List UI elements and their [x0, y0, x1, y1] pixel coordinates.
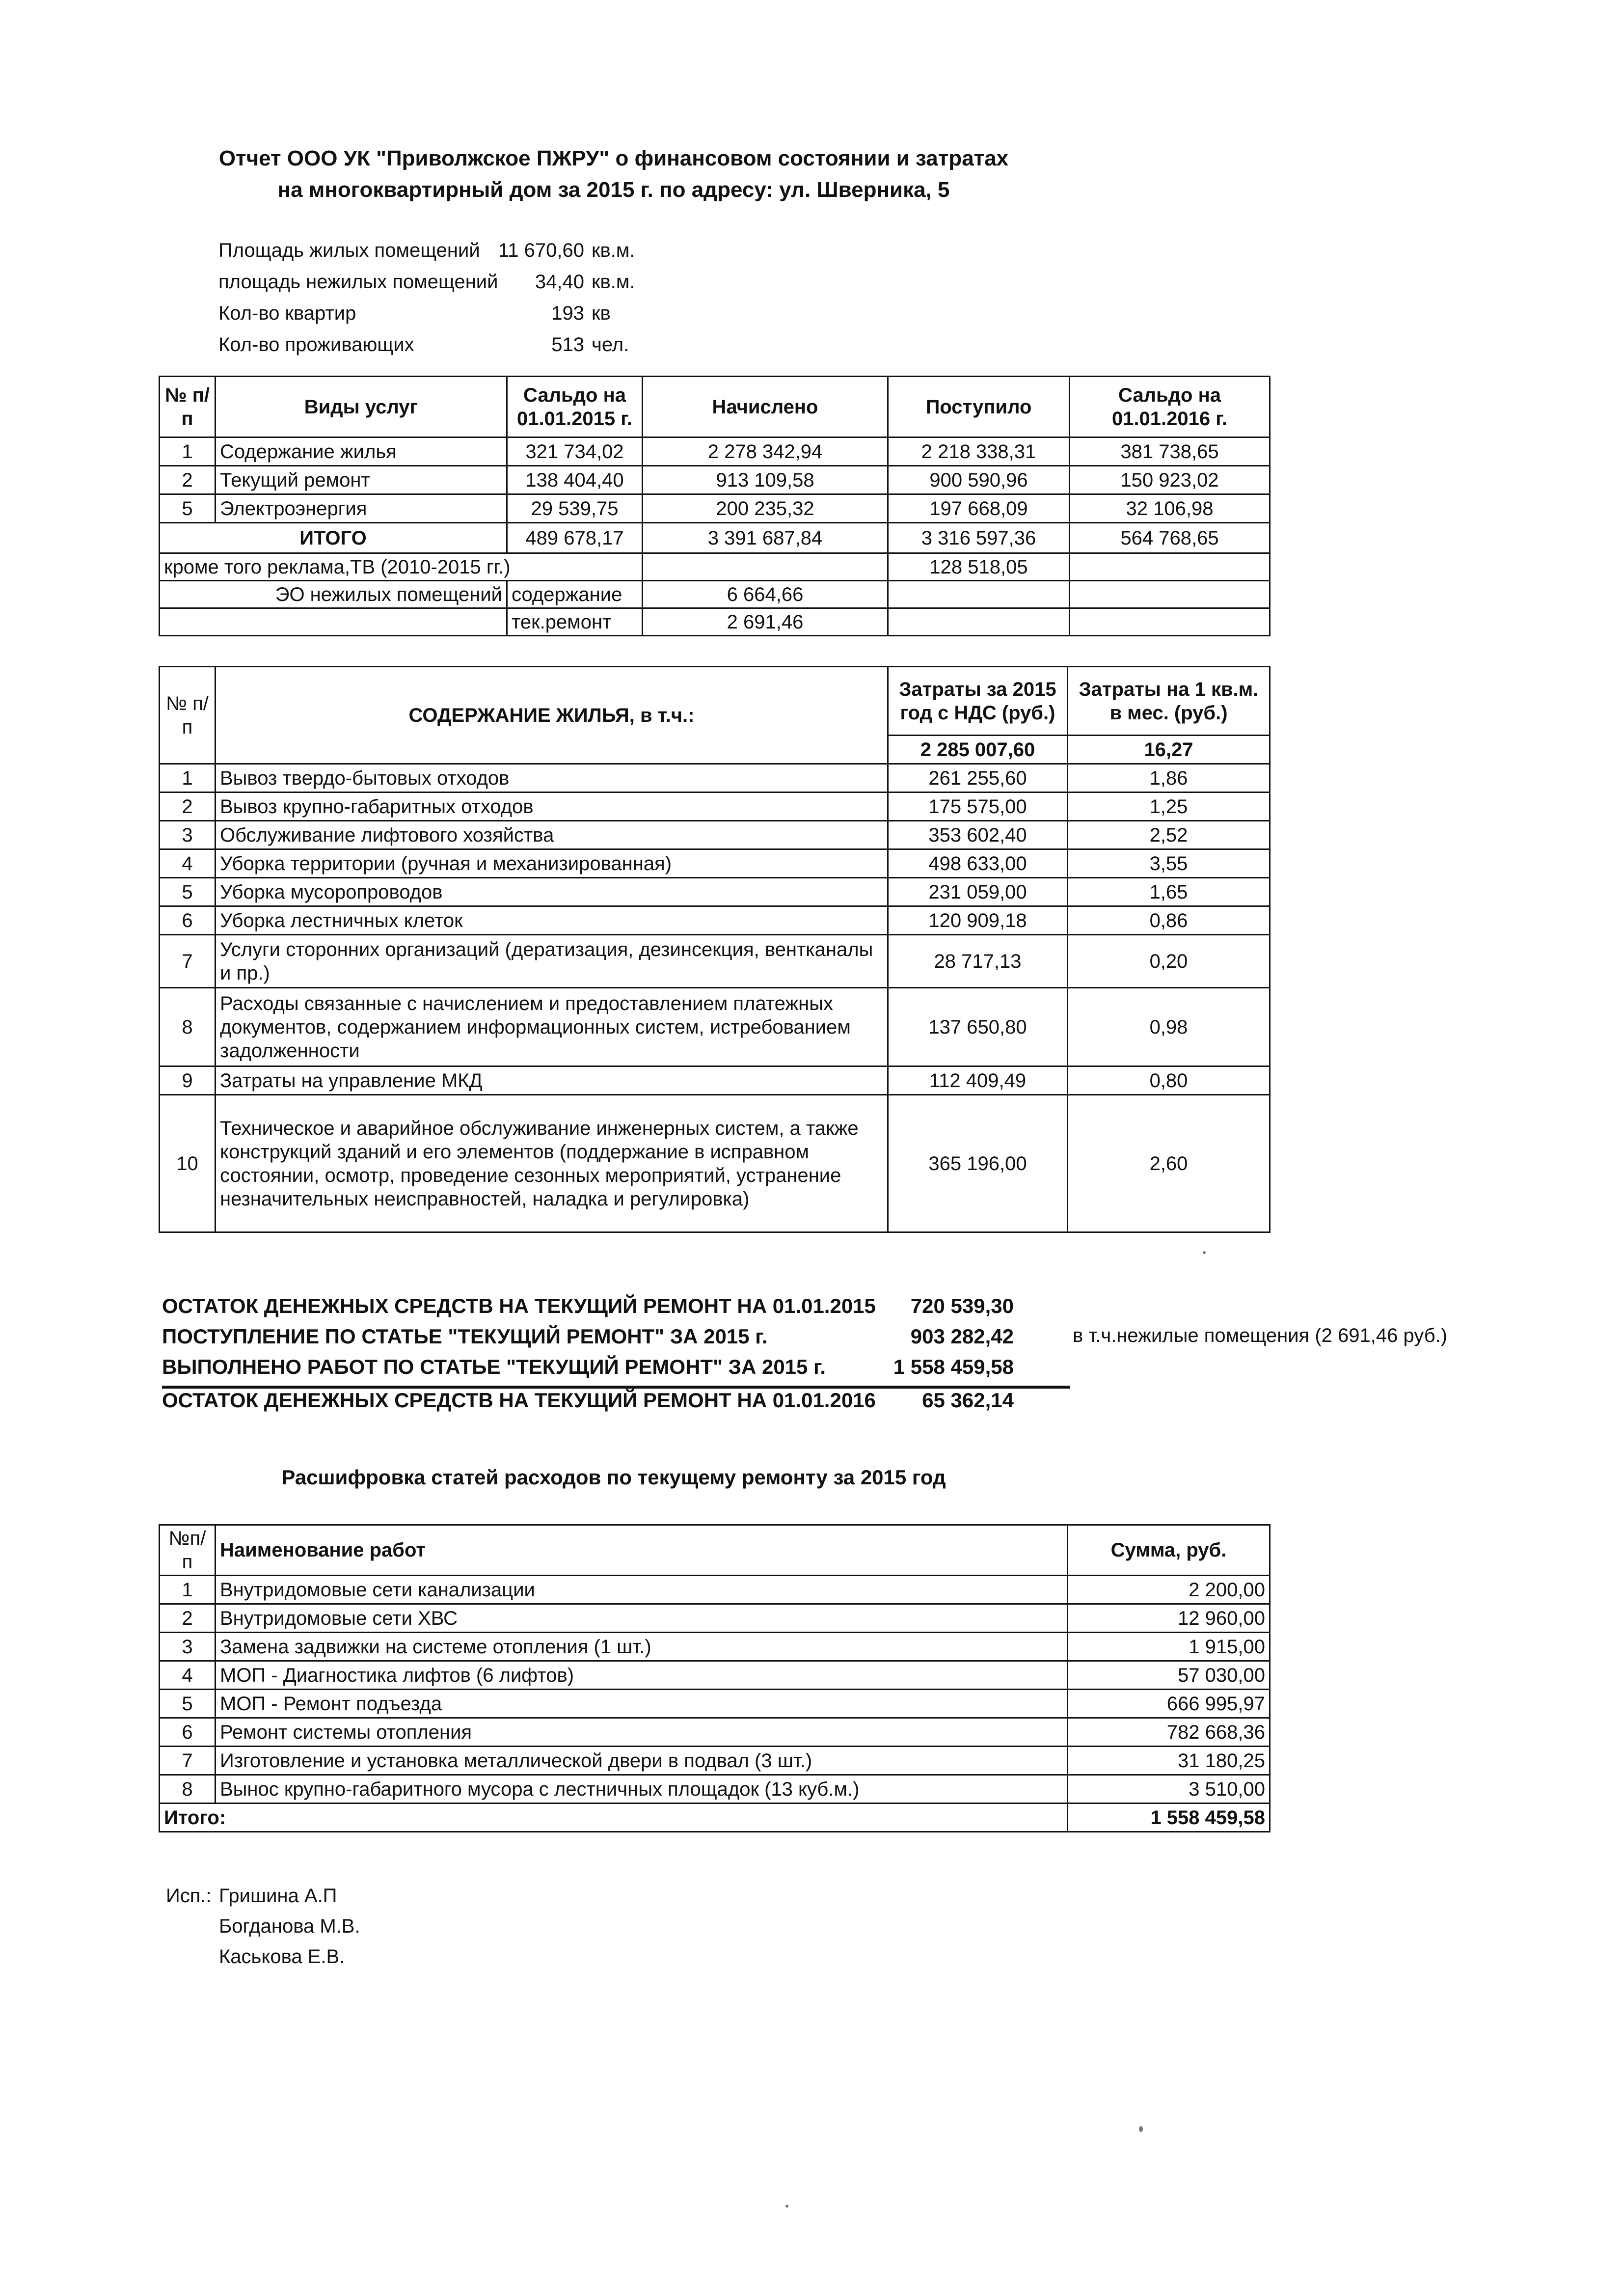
cell-sum: 782 668,36	[1068, 1718, 1270, 1747]
cell-per-m2: 2,60	[1068, 1095, 1270, 1232]
balance-label: ОСТАТОК ДЕНЕЖНЫХ СРЕДСТВ НА ТЕКУЩИЙ РЕМОНТ НА 01.01.2016	[162, 1389, 876, 1412]
balance-label: ВЫПОЛНЕНО РАБОТ ПО СТАТЬЕ "ТЕКУЩИЙ РЕМОНТ" ЗА 2015 г.	[162, 1355, 826, 1378]
report-title-line1: Отчет ООО УК "Приволжское ПЖРУ" о финансовом состоянии и затратах	[218, 146, 1009, 170]
table-row	[160, 1747, 1270, 1775]
table-row	[160, 1661, 1270, 1690]
cell-balance-2016: 150 923,02	[1070, 466, 1270, 494]
cell-name: Затраты на управление МКД	[216, 1066, 888, 1095]
header-work-name: Наименование работ	[216, 1525, 1068, 1576]
header-received: Поступило	[888, 377, 1070, 437]
area-label: площадь нежилых помещений	[218, 271, 498, 293]
table-row	[160, 849, 1270, 878]
table-row	[160, 793, 1270, 821]
empty-cell	[160, 608, 507, 636]
cell-num: 3	[160, 821, 216, 849]
cell-costs: 28 717,13	[888, 935, 1068, 988]
cell-balance-2016: 381 738,65	[1070, 437, 1270, 466]
table-row	[160, 466, 1270, 494]
executor-line	[166, 1911, 559, 1941]
cell-name: Техническое и аварийное обслуживание инженерных систем, а также конструкций зданий и его элементов (поддержание в исправном состоянии, осмотр, проведение сезонных мероприятий, устранение незначительных неисправностей, наладка и регулировка)	[216, 1095, 888, 1232]
cell-balance-2015: 321 734,02	[507, 437, 643, 466]
cell-service: Содержание жилья	[216, 437, 507, 466]
executor-line	[166, 1881, 559, 1911]
area-row	[218, 329, 808, 360]
table-row	[160, 1576, 1270, 1604]
cell-balance-2015: 29 539,75	[507, 494, 643, 523]
cell-work-name: Изготовление и установка металлической двери в подвал (3 шт.)	[216, 1747, 1068, 1775]
empty-cell	[888, 581, 1070, 608]
area-info	[218, 235, 808, 362]
balance-note: в т.ч.нежилые помещения (2 691,46 руб.)	[1073, 1325, 1448, 1346]
header-num: № п/п	[160, 377, 216, 437]
executors	[166, 1881, 559, 1972]
cell-num: 1	[160, 764, 216, 793]
services-table	[159, 376, 1271, 636]
cell-costs: 498 633,00	[888, 849, 1068, 878]
header-balance-2015: Сальдо на 01.01.2015 г.	[507, 377, 643, 437]
area-value: 193	[551, 302, 584, 324]
cell-costs: 261 255,60	[888, 764, 1068, 793]
cell-num: 2	[160, 466, 216, 494]
repair-fund-balance	[162, 1294, 1586, 1442]
cell-name: Услуги сторонних организаций (дератизация, дезинсекция, вентканалы и пр.)	[216, 935, 888, 988]
balance-value: 903 282,42	[910, 1325, 1014, 1348]
table-row	[160, 764, 1270, 793]
header-charged: Начислено	[643, 377, 888, 437]
executor-name: Каськова Е.В.	[219, 1946, 345, 1968]
cell-num: 5	[160, 1690, 216, 1718]
total-received: 3 316 597,36	[888, 523, 1070, 553]
cell-costs: 175 575,00	[888, 793, 1068, 821]
balance-value: 1 558 459,58	[893, 1355, 1014, 1378]
total-charged: 3 391 687,84	[643, 523, 888, 553]
area-label: Кол-во проживающих	[218, 334, 414, 355]
executor-name: Гришина А.П	[219, 1885, 337, 1907]
area-unit: кв.м.	[592, 240, 635, 261]
empty-cell	[643, 553, 888, 581]
empty-cell	[1070, 581, 1270, 608]
maintenance-table	[159, 666, 1271, 1233]
cell-per-m2: 0,80	[1068, 1066, 1270, 1095]
cell-costs: 365 196,00	[888, 1095, 1068, 1232]
cell-work-name: Внутридомовые сети ХВС	[216, 1604, 1068, 1633]
cell-charged: 2 278 342,94	[643, 437, 888, 466]
header-maintenance: СОДЕРЖАНИЕ ЖИЛЬЯ, в т.ч.:	[216, 667, 888, 764]
balance-value: 720 539,30	[910, 1294, 1014, 1317]
area-unit: кв.м.	[592, 271, 635, 293]
table-row	[160, 906, 1270, 935]
cell-name: Расходы связанные с начислением и предоставлением платежных документов, содержанием информационных систем, истребованием задолженности	[216, 988, 888, 1066]
cell-service: Текущий ремонт	[216, 466, 507, 494]
balance-row	[162, 1325, 1586, 1355]
balance-value: 65 362,14	[922, 1389, 1014, 1412]
cell-num: 4	[160, 1661, 216, 1690]
header-balance-2016: Сальдо на 01.01.2016 г.	[1070, 377, 1270, 437]
total-per-m2: 16,27	[1068, 736, 1270, 764]
nonres-row	[160, 581, 1270, 608]
total-balance-2016: 564 768,65	[1070, 523, 1270, 553]
table-row	[160, 1095, 1270, 1232]
cell-num: 4	[160, 849, 216, 878]
executors-prefix: Исп.:	[166, 1885, 212, 1907]
cell-per-m2: 0,20	[1068, 935, 1270, 988]
cell-work-name: Внутридомовые сети канализации	[216, 1576, 1068, 1604]
header-num: № п/п	[160, 667, 216, 764]
cell-num: 10	[160, 1095, 216, 1232]
cell-num: 1	[160, 1576, 216, 1604]
total-costs: 2 285 007,60	[888, 736, 1068, 764]
cell-per-m2: 3,55	[1068, 849, 1270, 878]
header-per-m2: Затраты на 1 кв.м. в мес. (руб.)	[1068, 667, 1270, 736]
area-row	[218, 235, 808, 266]
empty-cell	[1070, 553, 1270, 581]
total-label: Итого:	[160, 1804, 1068, 1832]
cell-costs: 231 059,00	[888, 878, 1068, 906]
area-label: Кол-во квартир	[218, 302, 356, 324]
total-row	[160, 1804, 1270, 1832]
balance-row	[162, 1355, 1070, 1389]
cell-num: 7	[160, 935, 216, 988]
cell-sum: 57 030,00	[1068, 1661, 1270, 1690]
nonres-item-name: содержание	[507, 581, 643, 608]
repairs-header-row	[160, 1525, 1270, 1576]
table-row	[160, 1633, 1270, 1661]
cell-received: 2 218 338,31	[888, 437, 1070, 466]
cell-costs: 112 409,49	[888, 1066, 1068, 1095]
area-value: 34,40	[535, 271, 584, 293]
area-label: Площадь жилых помещений	[218, 240, 480, 261]
cell-num: 8	[160, 988, 216, 1066]
cell-num: 3	[160, 1633, 216, 1661]
ads-label: кроме того реклама,ТВ (2010-2015 гг.)	[160, 553, 643, 581]
scan-speck	[785, 2205, 788, 2208]
repairs-title: Расшифровка статей расходов по текущему ремонту за 2015 год	[281, 1466, 946, 1489]
table-row	[160, 1718, 1270, 1747]
nonres-item-value: 2 691,46	[643, 608, 888, 636]
cell-num: 9	[160, 1066, 216, 1095]
cell-costs: 120 909,18	[888, 906, 1068, 935]
cell-num: 6	[160, 906, 216, 935]
cell-received: 197 668,09	[888, 494, 1070, 523]
cell-sum: 3 510,00	[1068, 1775, 1270, 1804]
table-row	[160, 878, 1270, 906]
cell-per-m2: 1,65	[1068, 878, 1270, 906]
repairs-table	[159, 1524, 1271, 1832]
area-value: 513	[551, 334, 584, 355]
area-row	[218, 298, 808, 329]
cell-received: 900 590,96	[888, 466, 1070, 494]
balance-label: ОСТАТОК ДЕНЕЖНЫХ СРЕДСТВ НА ТЕКУЩИЙ РЕМОНТ НА 01.01.2015	[162, 1294, 876, 1317]
cell-work-name: МОП - Диагностика лифтов (6 лифтов)	[216, 1661, 1068, 1690]
cell-num: 6	[160, 1718, 216, 1747]
cell-per-m2: 0,98	[1068, 988, 1270, 1066]
cell-work-name: Замена задвижки на системе отопления (1 шт.)	[216, 1633, 1068, 1661]
cell-sum: 666 995,97	[1068, 1690, 1270, 1718]
nonres-label: ЭО нежилых помещений	[160, 581, 507, 608]
cell-name: Вывоз твердо-бытовых отходов	[216, 764, 888, 793]
cell-charged: 200 235,32	[643, 494, 888, 523]
cell-name: Обслуживание лифтового хозяйства	[216, 821, 888, 849]
table-row	[160, 1775, 1270, 1804]
header-sum: Сумма, руб.	[1068, 1525, 1270, 1576]
empty-cell	[1070, 608, 1270, 636]
balance-row	[162, 1294, 1586, 1325]
scan-speck	[1203, 1251, 1206, 1254]
header-service-type: Виды услуг	[216, 377, 507, 437]
table-row	[160, 821, 1270, 849]
cell-num: 8	[160, 1775, 216, 1804]
empty-cell	[888, 608, 1070, 636]
area-row	[218, 266, 808, 298]
cell-sum: 31 180,25	[1068, 1747, 1270, 1775]
cell-name: Вывоз крупно-габаритных отходов	[216, 793, 888, 821]
area-value: 11 670,60	[498, 240, 584, 261]
cell-per-m2: 2,52	[1068, 821, 1270, 849]
nonres-item-name: тек.ремонт	[507, 608, 643, 636]
cell-num: 1	[160, 437, 216, 466]
cell-per-m2: 0,86	[1068, 906, 1270, 935]
total-balance-2015: 489 678,17	[507, 523, 643, 553]
executor-name: Богданова М.В.	[219, 1915, 360, 1937]
area-unit: кв	[592, 302, 611, 324]
maintenance-header-row	[160, 667, 1270, 736]
cell-per-m2: 1,86	[1068, 764, 1270, 793]
cell-num: 7	[160, 1747, 216, 1775]
report-title-line2: на многоквартирный дом за 2015 г. по адресу: ул. Шверника, 5	[277, 178, 950, 202]
area-unit: чел.	[592, 334, 629, 355]
cell-costs: 353 602,40	[888, 821, 1068, 849]
cell-per-m2: 1,25	[1068, 793, 1270, 821]
table-row	[160, 1066, 1270, 1095]
total-row	[160, 523, 1270, 553]
cell-sum: 12 960,00	[1068, 1604, 1270, 1633]
cell-num: 5	[160, 878, 216, 906]
nonres-item-value: 6 664,66	[643, 581, 888, 608]
balance-label: ПОСТУПЛЕНИЕ ПО СТАТЬЕ "ТЕКУЩИЙ РЕМОНТ" ЗА 2015 г.	[162, 1325, 768, 1348]
header-costs: Затраты за 2015 год с НДС (руб.)	[888, 667, 1068, 736]
cell-num: 2	[160, 1604, 216, 1633]
cell-name: Уборка мусоропроводов	[216, 878, 888, 906]
cell-num: 2	[160, 793, 216, 821]
total-label: ИТОГО	[160, 523, 507, 553]
total-sum: 1 558 459,58	[1068, 1804, 1270, 1832]
header-num: №п/п	[160, 1525, 216, 1576]
cell-work-name: МОП - Ремонт подъезда	[216, 1690, 1068, 1718]
cell-sum: 2 200,00	[1068, 1576, 1270, 1604]
scan-speck	[1139, 2126, 1143, 2132]
cell-sum: 1 915,00	[1068, 1633, 1270, 1661]
cell-num: 5	[160, 494, 216, 523]
table-row	[160, 988, 1270, 1066]
table-row	[160, 935, 1270, 988]
table-row	[160, 1604, 1270, 1633]
ads-received: 128 518,05	[888, 553, 1070, 581]
cell-charged: 913 109,58	[643, 466, 888, 494]
ads-row	[160, 553, 1270, 581]
nonres-row	[160, 608, 1270, 636]
table-row	[160, 437, 1270, 466]
cell-balance-2015: 138 404,40	[507, 466, 643, 494]
cell-costs: 137 650,80	[888, 988, 1068, 1066]
executor-line	[166, 1941, 559, 1972]
cell-service: Электроэнергия	[216, 494, 507, 523]
cell-name: Уборка лестничных клеток	[216, 906, 888, 935]
cell-work-name: Ремонт системы отопления	[216, 1718, 1068, 1747]
cell-balance-2016: 32 106,98	[1070, 494, 1270, 523]
table-row	[160, 1690, 1270, 1718]
balance-row	[162, 1389, 1586, 1419]
services-header-row	[160, 377, 1270, 437]
cell-name: Уборка территории (ручная и механизированная)	[216, 849, 888, 878]
table-row	[160, 494, 1270, 523]
cell-work-name: Вынос крупно-габаритного мусора с лестничных площадок (13 куб.м.)	[216, 1775, 1068, 1804]
